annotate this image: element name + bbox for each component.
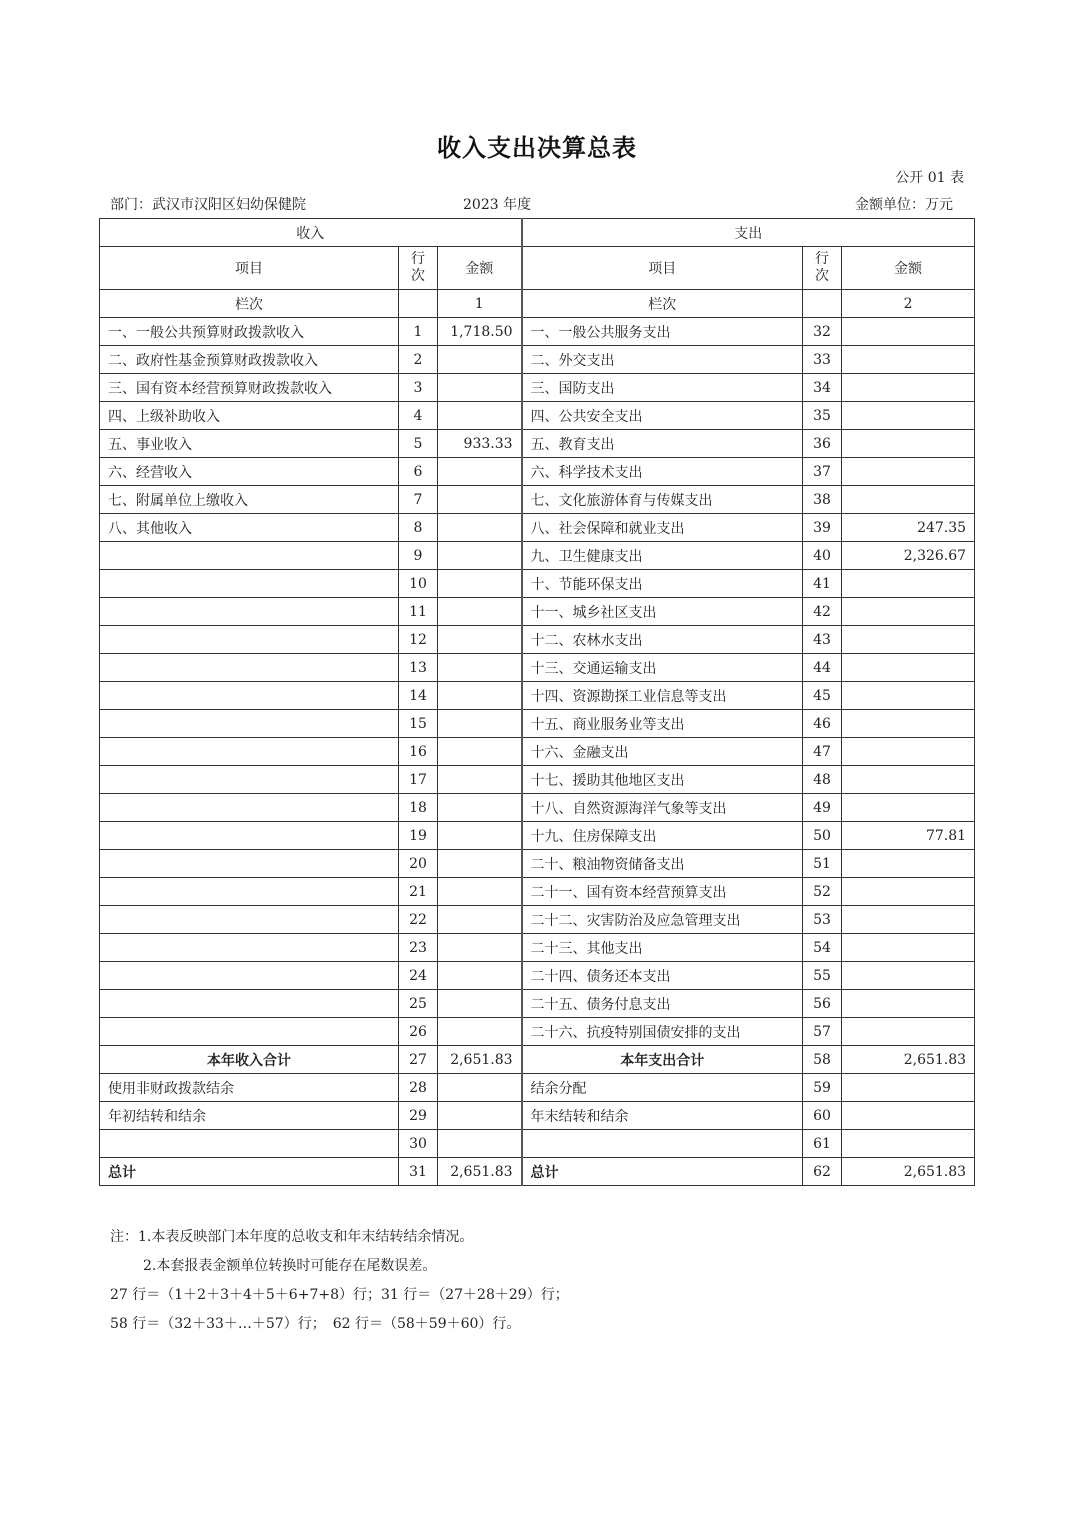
income-amount bbox=[438, 346, 522, 374]
department-label: 部门：武汉市汉阳区妇幼保健院 bbox=[110, 197, 306, 213]
expense-row-no: 43 bbox=[803, 626, 842, 654]
income-row-no: 4 bbox=[399, 402, 438, 430]
table-row bbox=[100, 318, 975, 346]
income-item: 六、经营收入 bbox=[100, 458, 399, 486]
expense-item: 十七、援助其他地区支出 bbox=[522, 766, 803, 794]
expense-item: 本年支出合计 bbox=[522, 1046, 803, 1074]
income-row-no: 23 bbox=[399, 934, 438, 962]
expense-row-no: 40 bbox=[803, 542, 842, 570]
column-number-row bbox=[100, 290, 975, 318]
income-item bbox=[100, 542, 399, 570]
income-item bbox=[100, 710, 399, 738]
income-item bbox=[100, 682, 399, 710]
expense-row-no: 57 bbox=[803, 1018, 842, 1046]
income-amount bbox=[438, 822, 522, 850]
expense-item: 十五、商业服务业等支出 bbox=[522, 710, 803, 738]
expense-row-no: 62 bbox=[803, 1158, 842, 1186]
expense-amount bbox=[842, 1018, 975, 1046]
expense-amount bbox=[842, 990, 975, 1018]
income-row-no: 27 bbox=[399, 1046, 438, 1074]
income-item-header: 项目 bbox=[100, 247, 399, 290]
income-amount bbox=[438, 626, 522, 654]
income-item bbox=[100, 738, 399, 766]
income-row-no: 11 bbox=[399, 598, 438, 626]
income-item bbox=[100, 990, 399, 1018]
income-amount bbox=[438, 570, 522, 598]
expense-row-no: 58 bbox=[803, 1046, 842, 1074]
expense-amount bbox=[842, 318, 975, 346]
expense-amount bbox=[842, 654, 975, 682]
expense-item: 十八、自然资源海洋气象等支出 bbox=[522, 794, 803, 822]
income-row-no: 29 bbox=[399, 1102, 438, 1130]
table-row bbox=[100, 654, 975, 682]
expense-row-no: 59 bbox=[803, 1074, 842, 1102]
expense-row-no: 36 bbox=[803, 430, 842, 458]
income-amount bbox=[438, 458, 522, 486]
income-row-no: 12 bbox=[399, 626, 438, 654]
expense-row-no-header bbox=[803, 247, 842, 290]
income-amount: 2,651.83 bbox=[438, 1046, 522, 1074]
expense-item: 十六、金融支出 bbox=[522, 738, 803, 766]
expense-item: 八、社会保障和就业支出 bbox=[522, 514, 803, 542]
expense-row-no: 50 bbox=[803, 822, 842, 850]
expense-item bbox=[522, 1130, 803, 1158]
expense-item: 三、国防支出 bbox=[522, 374, 803, 402]
expense-item: 总计 bbox=[522, 1158, 803, 1186]
income-item bbox=[100, 794, 399, 822]
expense-row-no: 56 bbox=[803, 990, 842, 1018]
income-item bbox=[100, 598, 399, 626]
income-amount bbox=[438, 878, 522, 906]
expense-row-no: 60 bbox=[803, 1102, 842, 1130]
income-row-no: 5 bbox=[399, 430, 438, 458]
income-item: 使用非财政拨款结余 bbox=[100, 1074, 399, 1102]
income-row-no-header bbox=[399, 247, 438, 290]
income-item bbox=[100, 626, 399, 654]
table-row bbox=[100, 738, 975, 766]
table-row bbox=[100, 626, 975, 654]
income-amount bbox=[438, 514, 522, 542]
table-row bbox=[100, 542, 975, 570]
table-row bbox=[100, 710, 975, 738]
expense-amount bbox=[842, 570, 975, 598]
expense-row-no: 61 bbox=[803, 1130, 842, 1158]
expense-item: 六、科学技术支出 bbox=[522, 458, 803, 486]
income-item bbox=[100, 766, 399, 794]
income-item: 年初结转和结余 bbox=[100, 1102, 399, 1130]
income-row-no: 31 bbox=[399, 1158, 438, 1186]
subtotal-row bbox=[100, 1046, 975, 1074]
income-amount bbox=[438, 962, 522, 990]
row-no-header-line2: 次 bbox=[411, 268, 425, 284]
expense-row-no: 44 bbox=[803, 654, 842, 682]
table-row bbox=[100, 1074, 975, 1102]
income-amount bbox=[438, 1018, 522, 1046]
expense-row-no: 53 bbox=[803, 906, 842, 934]
income-item: 总计 bbox=[100, 1158, 399, 1186]
expense-row-no: 32 bbox=[803, 318, 842, 346]
expense-row-no: 52 bbox=[803, 878, 842, 906]
income-row-no: 30 bbox=[399, 1130, 438, 1158]
table-row bbox=[100, 514, 975, 542]
expense-amount bbox=[842, 766, 975, 794]
expense-amount bbox=[842, 346, 975, 374]
income-amount bbox=[438, 738, 522, 766]
expense-item: 九、卫生健康支出 bbox=[522, 542, 803, 570]
row-no-header-line2: 次 bbox=[815, 268, 830, 284]
expense-row-no: 41 bbox=[803, 570, 842, 598]
expense-amount bbox=[842, 850, 975, 878]
income-row-no: 10 bbox=[399, 570, 438, 598]
expense-item: 四、公共安全支出 bbox=[522, 402, 803, 430]
income-row-no: 20 bbox=[399, 850, 438, 878]
expense-item: 二、外交支出 bbox=[522, 346, 803, 374]
note-1: 注：1.本表反映部门本年度的总收支和年末结转结余情况。 bbox=[110, 1229, 474, 1245]
income-item bbox=[100, 850, 399, 878]
table-row bbox=[100, 990, 975, 1018]
expense-item: 十三、交通运输支出 bbox=[522, 654, 803, 682]
expense-item: 五、教育支出 bbox=[522, 430, 803, 458]
expense-amount bbox=[842, 458, 975, 486]
table-row bbox=[100, 458, 975, 486]
expense-row-no: 51 bbox=[803, 850, 842, 878]
expense-row-no: 33 bbox=[803, 346, 842, 374]
expense-row-no: 34 bbox=[803, 374, 842, 402]
income-row-no: 22 bbox=[399, 906, 438, 934]
income-amount bbox=[438, 1102, 522, 1130]
income-row-no: 28 bbox=[399, 1074, 438, 1102]
column-header-row bbox=[100, 247, 975, 290]
expense-row-no: 55 bbox=[803, 962, 842, 990]
income-amount-header: 金额 bbox=[438, 247, 522, 290]
income-amount bbox=[438, 990, 522, 1018]
income-amount bbox=[438, 934, 522, 962]
row-no-header-line1: 行 bbox=[411, 251, 425, 267]
income-row-no: 17 bbox=[399, 766, 438, 794]
income-row-no: 15 bbox=[399, 710, 438, 738]
expense-amount bbox=[842, 1130, 975, 1158]
income-item: 八、其他收入 bbox=[100, 514, 399, 542]
expense-amount: 77.81 bbox=[842, 822, 975, 850]
income-item bbox=[100, 570, 399, 598]
expense-amount bbox=[842, 374, 975, 402]
income-row-no: 18 bbox=[399, 794, 438, 822]
table-row bbox=[100, 430, 975, 458]
expense-amount bbox=[842, 878, 975, 906]
income-amount bbox=[438, 710, 522, 738]
income-amount bbox=[438, 402, 522, 430]
income-row-no: 8 bbox=[399, 514, 438, 542]
table-row bbox=[100, 374, 975, 402]
table-row bbox=[100, 486, 975, 514]
income-column-number: 1 bbox=[438, 290, 522, 318]
income-item bbox=[100, 906, 399, 934]
expense-item-header: 项目 bbox=[522, 247, 803, 290]
income-item: 二、政府性基金预算财政拨款收入 bbox=[100, 346, 399, 374]
income-row-no: 2 bbox=[399, 346, 438, 374]
expense-row-no: 39 bbox=[803, 514, 842, 542]
income-row-no: 13 bbox=[399, 654, 438, 682]
expense-row-no: 42 bbox=[803, 598, 842, 626]
income-item: 五、事业收入 bbox=[100, 430, 399, 458]
expense-row-no: 35 bbox=[803, 402, 842, 430]
income-item bbox=[100, 654, 399, 682]
income-amount bbox=[438, 766, 522, 794]
income-amount bbox=[438, 682, 522, 710]
expense-item: 年末结转和结余 bbox=[522, 1102, 803, 1130]
income-amount bbox=[438, 1074, 522, 1102]
income-amount bbox=[438, 794, 522, 822]
expense-item: 十四、资源勘探工业信息等支出 bbox=[522, 682, 803, 710]
expense-item: 十、节能环保支出 bbox=[522, 570, 803, 598]
income-row-no: 7 bbox=[399, 486, 438, 514]
expense-item: 二十五、债务付息支出 bbox=[522, 990, 803, 1018]
expense-column-number: 2 bbox=[842, 290, 975, 318]
income-amount bbox=[438, 486, 522, 514]
table-row bbox=[100, 1102, 975, 1130]
income-item: 三、国有资本经营预算财政拨款收入 bbox=[100, 374, 399, 402]
expense-item: 二十一、国有资本经营预算支出 bbox=[522, 878, 803, 906]
page-title: 收入支出决算总表 bbox=[437, 134, 637, 162]
footnotes bbox=[110, 1223, 569, 1339]
expense-column-blank bbox=[803, 290, 842, 318]
income-amount: 1,718.50 bbox=[438, 318, 522, 346]
income-column-blank bbox=[399, 290, 438, 318]
expense-amount bbox=[842, 962, 975, 990]
income-column-label: 栏次 bbox=[100, 290, 399, 318]
expense-row-no: 46 bbox=[803, 710, 842, 738]
expense-item: 二十、粮油物资储备支出 bbox=[522, 850, 803, 878]
table-number: 公开 01 表 bbox=[895, 170, 964, 186]
table-row bbox=[100, 598, 975, 626]
total-row bbox=[100, 1158, 975, 1186]
expense-amount: 2,326.67 bbox=[842, 542, 975, 570]
expense-amount bbox=[842, 682, 975, 710]
expense-item: 二十三、其他支出 bbox=[522, 934, 803, 962]
expense-row-no: 37 bbox=[803, 458, 842, 486]
expense-row-no: 54 bbox=[803, 934, 842, 962]
table-row bbox=[100, 1130, 975, 1158]
expense-item: 二十二、灾害防治及应急管理支出 bbox=[522, 906, 803, 934]
income-expense-table bbox=[99, 218, 975, 1186]
table-row bbox=[100, 962, 975, 990]
note-formula-1: 27 行＝（1＋2＋3＋4＋5＋6+7+8）行；31 行＝（27＋28＋29）行； bbox=[110, 1287, 569, 1303]
expense-amount bbox=[842, 738, 975, 766]
expense-amount-header: 金额 bbox=[842, 247, 975, 290]
table-row bbox=[100, 766, 975, 794]
expense-amount bbox=[842, 1074, 975, 1102]
income-amount bbox=[438, 1130, 522, 1158]
row-no-header-line1: 行 bbox=[815, 251, 830, 267]
income-amount bbox=[438, 654, 522, 682]
table-row bbox=[100, 346, 975, 374]
income-item bbox=[100, 1018, 399, 1046]
expense-amount bbox=[842, 430, 975, 458]
income-item: 七、附属单位上缴收入 bbox=[100, 486, 399, 514]
income-row-no: 21 bbox=[399, 878, 438, 906]
income-section-header: 收入 bbox=[100, 219, 522, 247]
expense-amount bbox=[842, 906, 975, 934]
expense-amount bbox=[842, 1102, 975, 1130]
table-row bbox=[100, 850, 975, 878]
expense-row-no: 47 bbox=[803, 738, 842, 766]
expense-item: 一、一般公共服务支出 bbox=[522, 318, 803, 346]
expense-row-no: 48 bbox=[803, 766, 842, 794]
expense-row-no: 45 bbox=[803, 682, 842, 710]
income-row-no: 14 bbox=[399, 682, 438, 710]
fiscal-year: 2023 年度 bbox=[463, 197, 532, 213]
income-row-no: 1 bbox=[399, 318, 438, 346]
table-row bbox=[100, 822, 975, 850]
income-item bbox=[100, 878, 399, 906]
expense-row-no: 49 bbox=[803, 794, 842, 822]
income-row-no: 6 bbox=[399, 458, 438, 486]
income-row-no: 26 bbox=[399, 1018, 438, 1046]
table-row bbox=[100, 794, 975, 822]
income-amount bbox=[438, 374, 522, 402]
income-item bbox=[100, 962, 399, 990]
note-2: 2.本套报表金额单位转换时可能存在尾数误差。 bbox=[143, 1258, 437, 1274]
income-item bbox=[100, 822, 399, 850]
income-row-no: 3 bbox=[399, 374, 438, 402]
table-row bbox=[100, 934, 975, 962]
income-row-no: 25 bbox=[399, 990, 438, 1018]
income-amount: 933.33 bbox=[438, 430, 522, 458]
income-item: 四、上级补助收入 bbox=[100, 402, 399, 430]
table-row bbox=[100, 1018, 975, 1046]
expense-amount bbox=[842, 486, 975, 514]
income-item: 一、一般公共预算财政拨款收入 bbox=[100, 318, 399, 346]
income-row-no: 19 bbox=[399, 822, 438, 850]
income-item bbox=[100, 934, 399, 962]
income-row-no: 24 bbox=[399, 962, 438, 990]
expense-amount: 2,651.83 bbox=[842, 1158, 975, 1186]
income-amount bbox=[438, 598, 522, 626]
expense-item: 十二、农林水支出 bbox=[522, 626, 803, 654]
expense-item: 二十四、债务还本支出 bbox=[522, 962, 803, 990]
income-amount bbox=[438, 850, 522, 878]
expense-item: 结余分配 bbox=[522, 1074, 803, 1102]
amount-unit: 金额单位：万元 bbox=[855, 197, 953, 213]
expense-row-no: 38 bbox=[803, 486, 842, 514]
expense-amount bbox=[842, 934, 975, 962]
expense-amount: 247.35 bbox=[842, 514, 975, 542]
income-amount bbox=[438, 542, 522, 570]
income-amount bbox=[438, 906, 522, 934]
expense-column-label: 栏次 bbox=[522, 290, 803, 318]
section-header-row bbox=[100, 219, 975, 247]
expense-amount bbox=[842, 402, 975, 430]
table-row bbox=[100, 570, 975, 598]
expense-amount bbox=[842, 710, 975, 738]
income-amount: 2,651.83 bbox=[438, 1158, 522, 1186]
expense-item: 十一、城乡社区支出 bbox=[522, 598, 803, 626]
expense-item: 七、文化旅游体育与传媒支出 bbox=[522, 486, 803, 514]
income-row-no: 9 bbox=[399, 542, 438, 570]
expense-item: 二十六、抗疫特别国债安排的支出 bbox=[522, 1018, 803, 1046]
table-row bbox=[100, 906, 975, 934]
note-formula-2: 58 行＝（32＋33＋…＋57）行； 62 行＝（58＋59＋60）行。 bbox=[110, 1316, 521, 1332]
expense-amount bbox=[842, 598, 975, 626]
expense-amount bbox=[842, 626, 975, 654]
expense-section-header: 支出 bbox=[522, 219, 975, 247]
income-item bbox=[100, 1130, 399, 1158]
income-row-no: 16 bbox=[399, 738, 438, 766]
expense-amount bbox=[842, 794, 975, 822]
expense-item: 十九、住房保障支出 bbox=[522, 822, 803, 850]
table-row bbox=[100, 402, 975, 430]
income-item: 本年收入合计 bbox=[100, 1046, 399, 1074]
table-row bbox=[100, 682, 975, 710]
table-row bbox=[100, 878, 975, 906]
expense-amount: 2,651.83 bbox=[842, 1046, 975, 1074]
